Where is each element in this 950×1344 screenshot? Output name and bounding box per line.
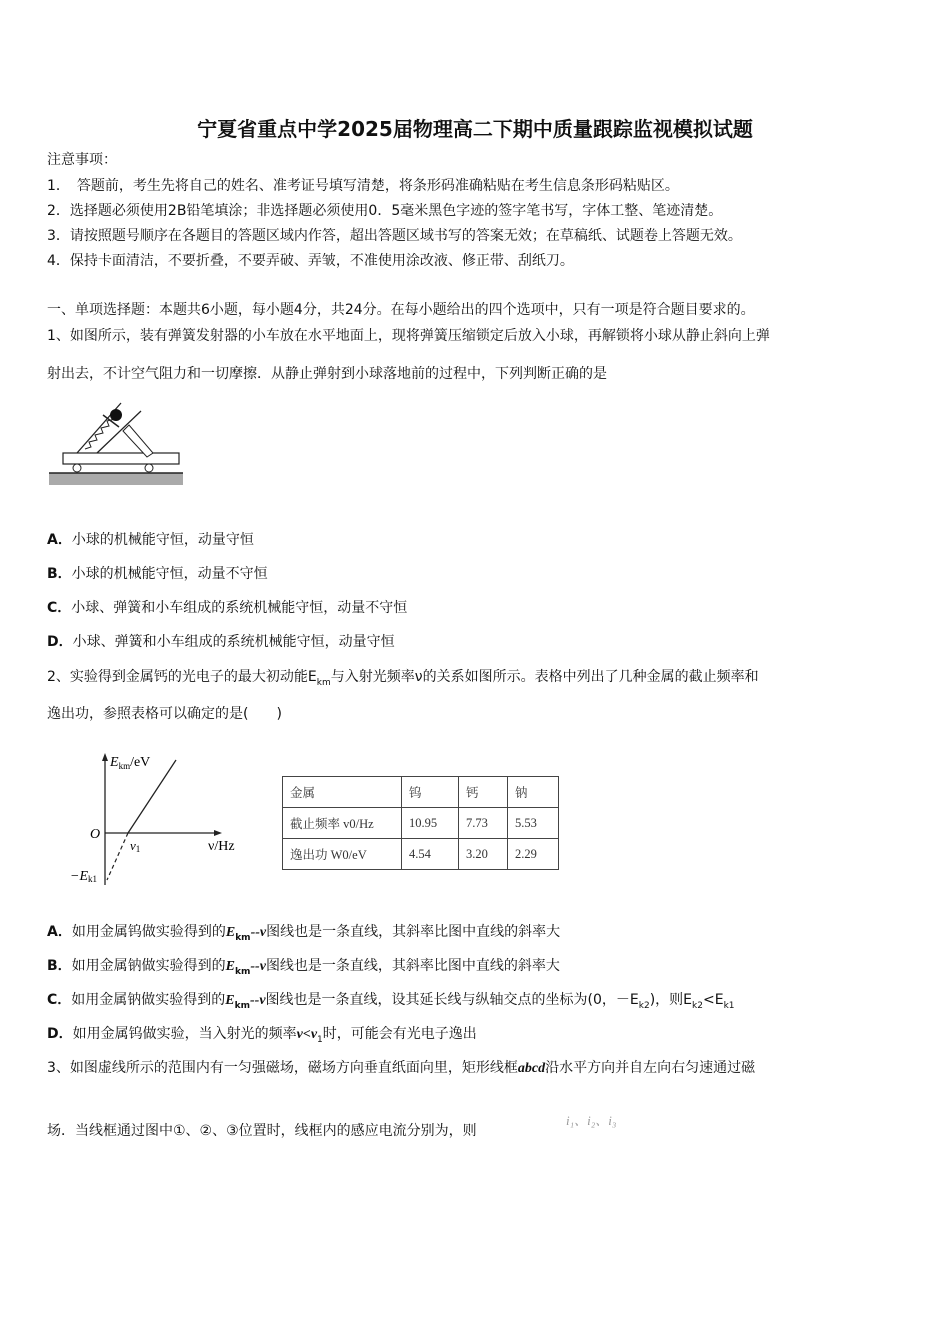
table-cell: 3.20 [459,839,508,870]
x-axis-label: ν/Hz [208,839,235,854]
q3-stem: 3、如图虚线所示的范围内有一匀强磁场，磁场方向垂直纸面向里，矩形线框abcd沿水平方向并自左向右匀速通过磁 [47,1060,756,1076]
y-axis-label: $E_{km}/eV$ [110,755,151,771]
spring-cart-figure [47,395,187,490]
notice-item: 4．保持卡面清洁，不要折叠，不要弄破、弄皱，不准使用涂改液、修正带、刮纸刀。 [47,253,574,269]
notice-item: 3．请按照题号顺序在各题目的答题区域内作答，超出答题区域书写的答案无效；在草稿纸、试题卷上答题无效。 [47,228,742,244]
table-row [283,808,559,839]
q1-stem: 射出去，不计空气阻力和一切摩擦．从静止弹射到小球落地前的过程中，下列判断正确的是 [47,366,607,382]
q1-option-b[interactable]: B．小球的机械能守恒，动量不守恒 [47,566,268,582]
q1-option-a[interactable]: A．小球的机械能守恒，动量守恒 [47,532,254,548]
table-cell: 钨 [402,777,459,808]
currents-label: i₁、i₂、i₃ [566,1113,617,1128]
metal-table [282,776,559,870]
q1-stem: 1、如图所示，装有弹簧发射器的小车放在水平地面上，现将弹簧压缩锁定后放入小球，再解锁将小球从静止斜向上弹 [47,328,770,344]
table-cell: 钠 [508,777,559,808]
ekm-frequency-graph [70,750,250,890]
table-cell: 截止频率 v0/Hz [283,808,402,839]
q2-stem: 逸出功，参照表格可以确定的是( ) [47,706,282,722]
q1-option-d[interactable]: D．小球、弹簧和小车组成的系统机械能守恒，动量守恒 [47,634,395,650]
page-title: 宁夏省重点中学2025届物理高二下期中质量跟踪监视模拟试题 [197,117,753,141]
table-cell: 4.54 [402,839,459,870]
notice-item: 1． 答题前，考生先将自己的姓名、准考证号填写清楚，将条形码准确粘贴在考生信息条形码粘贴区。 [47,178,679,194]
q3-stem: 场．当线框通过图中①、②、③位置时，线框内的感应电流分别为，则 [47,1123,477,1139]
table-cell: 逸出功 W0/eV [283,839,402,870]
table-cell: 2.29 [508,839,559,870]
notice-item: 2．选择题必须使用2B铅笔填涂；非选择题必须使用0．5毫米黑色字迹的签字笔书写，字体工整、笔迹清楚。 [47,203,723,219]
table-cell: 10.95 [402,808,459,839]
q1-option-c[interactable]: C．小球、弹簧和小车组成的系统机械能守恒，动量不守恒 [47,600,408,616]
table-row [283,839,559,870]
notice-heading: 注意事项： [47,152,117,168]
table-cell: 钙 [459,777,508,808]
section-heading: 一、单项选择题：本题共6小题，每小题4分，共24分。在每小题给出的四个选项中，只有一项是符合题目要求的。 [47,302,755,318]
ek1-label: −Ek1 [70,869,97,884]
q2-option-d[interactable]: D．如用金属钨做实验，当入射光的频率$v<v_1$时，可能会有光电子逸出 [47,1026,477,1045]
table-cell: 7.73 [459,808,508,839]
table-cell: 金属 [283,777,402,808]
nu1-label: ν1 [130,838,141,854]
q2-option-c[interactable]: C．如用金属钠做实验得到的$E_{km}--\nu$图线也是一条直线，设其延长线与纵轴交点的坐标为(0，$-E_{k2}$)，则$E_{k2}<E_{k1}$ [47,992,735,1011]
origin-label: O [90,827,101,842]
table-row [283,777,559,808]
table-cell: 5.53 [508,808,559,839]
q2-option-b[interactable]: B．如用金属钠做实验得到的$E_{km}--\nu$图线也是一条直线，其斜率比图中直线的斜率大 [47,958,560,977]
q2-stem: 2、实验得到金属钙的光电子的最大初动能$E_{km}$与入射光频率ν的关系如图所示。表格中列出了几种金属的截止频率和 [47,669,759,688]
q2-option-a[interactable]: A．如用金属钨做实验得到的$E_{km}--\nu$图线也是一条直线，其斜率比图中直线的斜率大 [47,924,561,943]
